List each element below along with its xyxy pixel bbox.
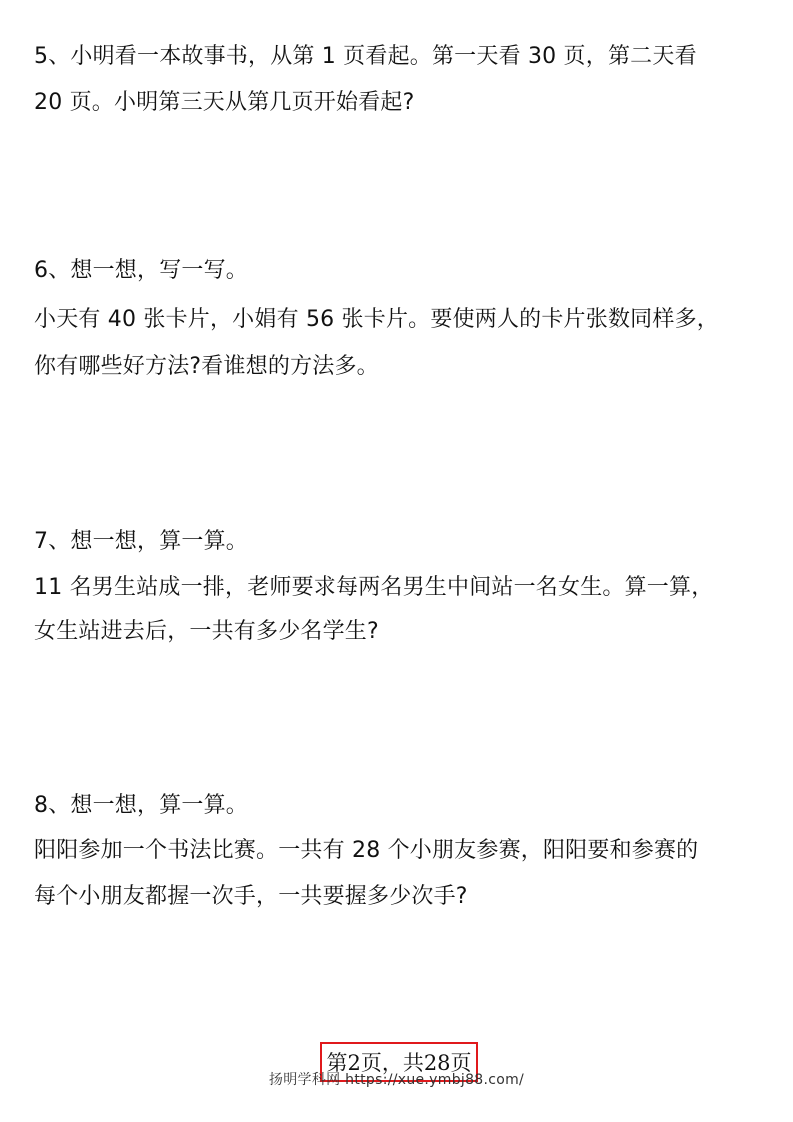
question-8-line-2: 每个小朋友都握一次手，一共要握多少次手? [34, 884, 468, 909]
question-5-line-2: 20 页。小明第三天从第几页开始看起? [34, 90, 415, 115]
question-6-line-2: 你有哪些好方法?看谁想的方法多。 [34, 354, 379, 379]
page-number-label: 第2页，共28页 [326, 1051, 472, 1075]
question-7-heading: 7、想一想，算一算。 [34, 529, 248, 554]
question-8-heading: 8、想一想，算一算。 [34, 793, 248, 818]
question-6-heading: 6、想一想，写一写。 [34, 258, 248, 283]
question-6-line-1: 小天有 40 张卡片，小娟有 56 张卡片。要使两人的卡片张数同样多， [34, 307, 719, 332]
site-watermark: 扬明学科网 https://xue.ymbj88.com/ [268, 1072, 525, 1088]
question-7-line-1: 11 名男生站成一排，老师要求每两名男生中间站一名女生。算一算， [34, 575, 714, 600]
question-8-line-1: 阳阳参加一个书法比赛。一共有 28 个小朋友参赛，阳阳要和参赛的 [34, 838, 699, 863]
question-7-line-2: 女生站进去后，一共有多少名学生? [34, 619, 379, 644]
question-5-line-1: 5、小明看一本故事书，从第 1 页看起。第一天看 30 页，第二天看 [34, 44, 697, 69]
